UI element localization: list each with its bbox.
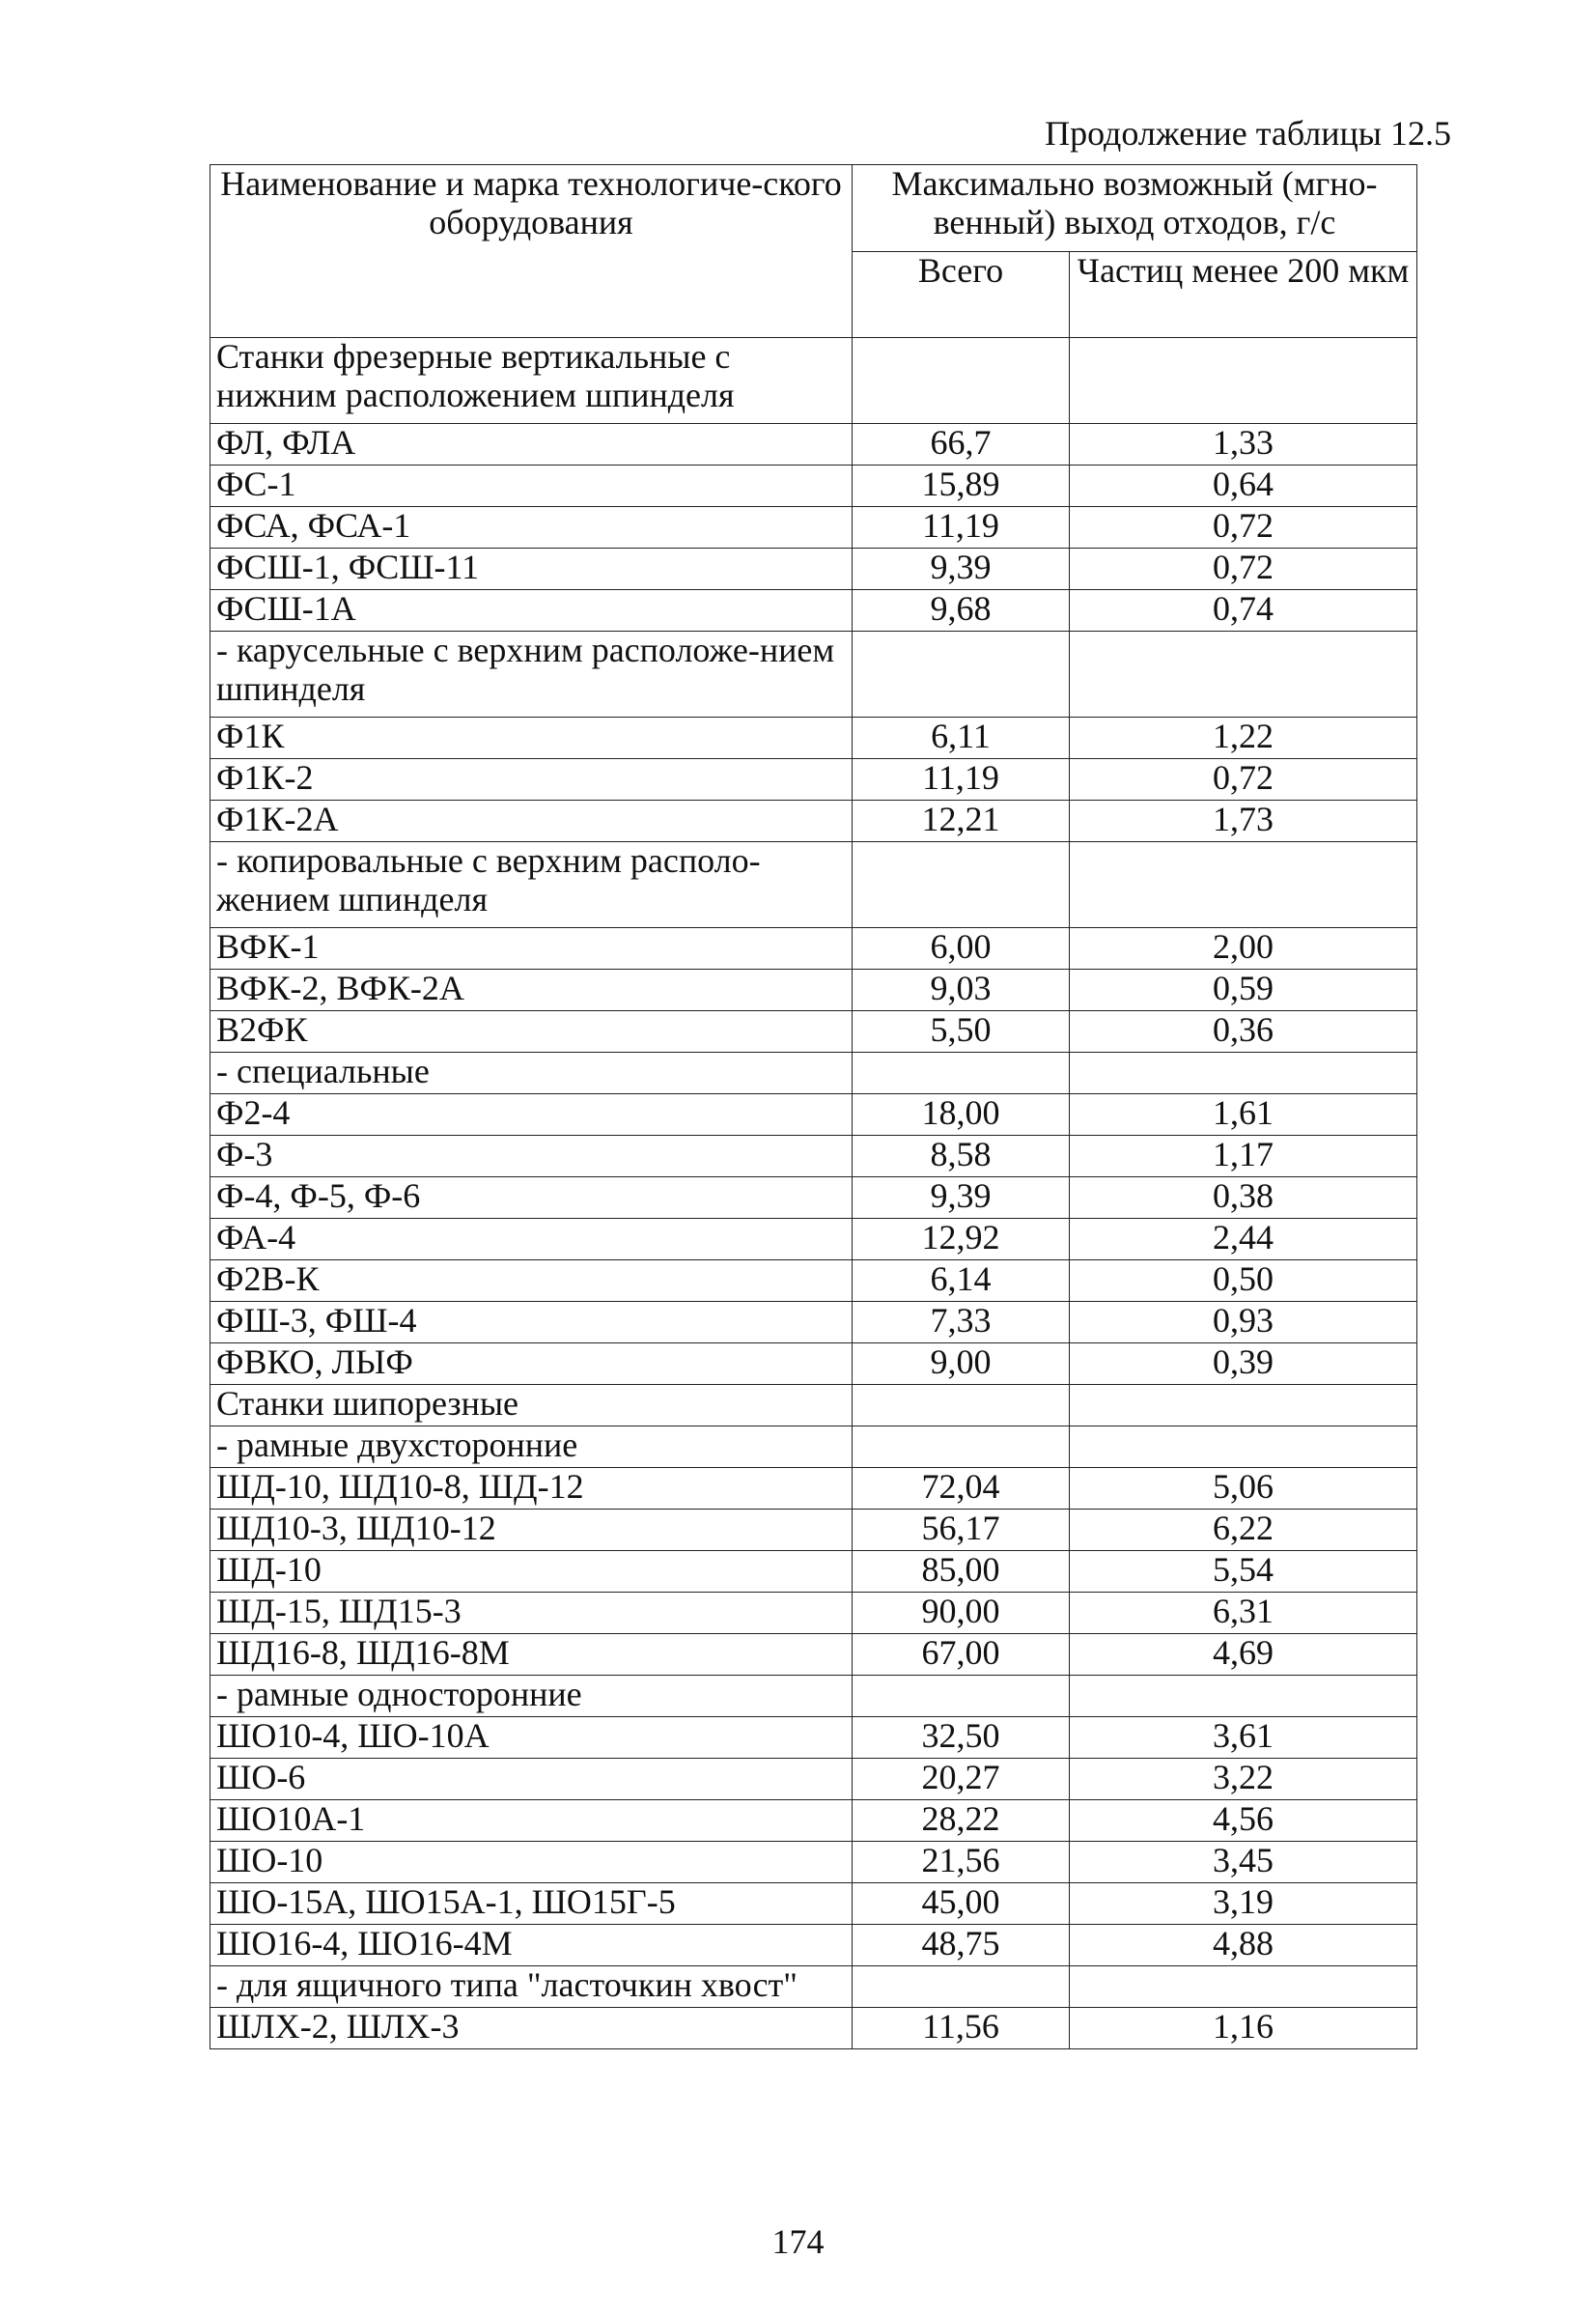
equipment-model: ФСШ-1, ФСШ-11 xyxy=(210,549,853,590)
equipment-model: ВФК-2, ВФК-2А xyxy=(210,970,853,1011)
total-output-value: 9,00 xyxy=(853,1343,1070,1385)
total-output-value xyxy=(853,338,1070,424)
table-row xyxy=(210,1094,1417,1136)
total-output-value: 11,19 xyxy=(853,507,1070,549)
table-row xyxy=(210,1883,1417,1925)
total-output-value: 6,14 xyxy=(853,1260,1070,1302)
total-output-value: 21,56 xyxy=(853,1842,1070,1883)
total-output-value: 45,00 xyxy=(853,1883,1070,1925)
total-output-value xyxy=(853,842,1070,928)
total-output-value: 7,33 xyxy=(853,1302,1070,1343)
total-output-value xyxy=(853,632,1070,718)
table-row xyxy=(210,1925,1417,1966)
table-row xyxy=(210,1177,1417,1219)
table-row xyxy=(210,1842,1417,1883)
table-row xyxy=(210,1634,1417,1676)
table-row xyxy=(210,1385,1417,1426)
particles-output-value xyxy=(1070,842,1417,928)
particles-output-value: 4,69 xyxy=(1070,1634,1417,1676)
particles-output-value: 3,19 xyxy=(1070,1883,1417,1925)
equipment-model: ШО-10 xyxy=(210,1842,853,1883)
total-output-value: 8,58 xyxy=(853,1136,1070,1177)
table-row xyxy=(210,466,1417,507)
particles-output-value xyxy=(1070,1385,1417,1426)
table-row xyxy=(210,424,1417,466)
particles-output-value: 2,00 xyxy=(1070,928,1417,970)
header-particles: Частиц менее 200 мкм xyxy=(1070,251,1417,338)
table-row xyxy=(210,1510,1417,1551)
total-output-value: 9,39 xyxy=(853,549,1070,590)
total-output-value xyxy=(853,1676,1070,1717)
table-row xyxy=(210,1551,1417,1593)
equipment-model: ФСШ-1А xyxy=(210,590,853,632)
equipment-model: ШД-10 xyxy=(210,1551,853,1593)
particles-output-value: 1,33 xyxy=(1070,424,1417,466)
total-output-value: 9,39 xyxy=(853,1177,1070,1219)
table-caption: Продолжение таблицы 12.5 xyxy=(1045,114,1451,153)
table-row xyxy=(210,338,1417,424)
table-row xyxy=(210,1260,1417,1302)
equipment-model: ФС-1 xyxy=(210,466,853,507)
equipment-group: - рамные двухсторонние xyxy=(210,1426,853,1468)
particles-output-value: 3,45 xyxy=(1070,1842,1417,1883)
particles-output-value: 1,73 xyxy=(1070,801,1417,842)
table-row xyxy=(210,801,1417,842)
table-row xyxy=(210,1053,1417,1094)
equipment-model: Ф2В-К xyxy=(210,1260,853,1302)
particles-output-value: 3,61 xyxy=(1070,1717,1417,1759)
particles-output-value: 2,44 xyxy=(1070,1219,1417,1260)
particles-output-value: 0,74 xyxy=(1070,590,1417,632)
total-output-value: 66,7 xyxy=(853,424,1070,466)
particles-output-value: 0,59 xyxy=(1070,970,1417,1011)
total-output-value: 56,17 xyxy=(853,1510,1070,1551)
equipment-group: Станки фрезерные вертикальные с нижним расположением шпинделя xyxy=(210,338,853,424)
table-row xyxy=(210,1343,1417,1385)
total-output-value: 28,22 xyxy=(853,1800,1070,1842)
table-row xyxy=(210,1426,1417,1468)
particles-output-value: 0,72 xyxy=(1070,759,1417,801)
particles-output-value xyxy=(1070,1053,1417,1094)
table-row xyxy=(210,1800,1417,1842)
equipment-model: ВФК-1 xyxy=(210,928,853,970)
table-row xyxy=(210,759,1417,801)
table-row xyxy=(210,718,1417,759)
particles-output-value xyxy=(1070,1966,1417,2008)
equipment-model: ШО16-4, ШО16-4М xyxy=(210,1925,853,1966)
particles-output-value: 5,54 xyxy=(1070,1551,1417,1593)
total-output-value: 11,19 xyxy=(853,759,1070,801)
total-output-value: 32,50 xyxy=(853,1717,1070,1759)
equipment-model: ШД-15, ШД15-3 xyxy=(210,1593,853,1634)
equipment-model: ФШ-3, ФШ-4 xyxy=(210,1302,853,1343)
equipment-model: ШЛХ-2, ШЛХ-3 xyxy=(210,2008,853,2049)
equipment-model: Ф1К xyxy=(210,718,853,759)
equipment-model: Ф-4, Ф-5, Ф-6 xyxy=(210,1177,853,1219)
particles-output-value xyxy=(1070,1426,1417,1468)
equipment-model: Ф1К-2А xyxy=(210,801,853,842)
equipment-model: ШД10-3, ШД10-12 xyxy=(210,1510,853,1551)
equipment-model: ШД-10, ШД10-8, ШД-12 xyxy=(210,1468,853,1510)
particles-output-value: 0,93 xyxy=(1070,1302,1417,1343)
particles-output-value: 0,72 xyxy=(1070,507,1417,549)
table-row xyxy=(210,1468,1417,1510)
total-output-value xyxy=(853,1053,1070,1094)
total-output-value: 85,00 xyxy=(853,1551,1070,1593)
equipment-group: - специальные xyxy=(210,1053,853,1094)
equipment-model: ФА-4 xyxy=(210,1219,853,1260)
particles-output-value: 1,17 xyxy=(1070,1136,1417,1177)
particles-output-value: 6,22 xyxy=(1070,1510,1417,1551)
total-output-value: 12,92 xyxy=(853,1219,1070,1260)
total-output-value: 20,27 xyxy=(853,1759,1070,1800)
table-row xyxy=(210,1717,1417,1759)
particles-output-value: 4,56 xyxy=(1070,1800,1417,1842)
particles-output-value: 0,72 xyxy=(1070,549,1417,590)
table-row xyxy=(210,1593,1417,1634)
particles-output-value: 4,88 xyxy=(1070,1925,1417,1966)
total-output-value: 6,00 xyxy=(853,928,1070,970)
header-equipment-name: Наименование и марка технологиче-ского оборудования xyxy=(210,165,853,338)
total-output-value xyxy=(853,1385,1070,1426)
total-output-value: 72,04 xyxy=(853,1468,1070,1510)
header-total: Всего xyxy=(853,251,1070,338)
particles-output-value: 1,16 xyxy=(1070,2008,1417,2049)
total-output-value: 12,21 xyxy=(853,801,1070,842)
equipment-model: ФЛ, ФЛА xyxy=(210,424,853,466)
equipment-model: ШО10А-1 xyxy=(210,1800,853,1842)
particles-output-value: 0,38 xyxy=(1070,1177,1417,1219)
equipment-model: Ф-3 xyxy=(210,1136,853,1177)
particles-output-value: 0,50 xyxy=(1070,1260,1417,1302)
table-row xyxy=(210,970,1417,1011)
particles-output-value: 3,22 xyxy=(1070,1759,1417,1800)
equipment-model: ШО10-4, ШО-10А xyxy=(210,1717,853,1759)
table-row xyxy=(210,1219,1417,1260)
table-row xyxy=(210,1136,1417,1177)
total-output-value: 9,68 xyxy=(853,590,1070,632)
particles-output-value xyxy=(1070,1676,1417,1717)
table-row xyxy=(210,1011,1417,1053)
equipment-group: Станки шипорезные xyxy=(210,1385,853,1426)
table-row xyxy=(210,842,1417,928)
table-row xyxy=(210,590,1417,632)
equipment-model: Ф2-4 xyxy=(210,1094,853,1136)
total-output-value: 18,00 xyxy=(853,1094,1070,1136)
table-row xyxy=(210,632,1417,718)
total-output-value: 11,56 xyxy=(853,2008,1070,2049)
equipment-model: ШО-6 xyxy=(210,1759,853,1800)
equipment-group: - для ящичного типа "ласточкин хвост" xyxy=(210,1966,853,2008)
particles-output-value xyxy=(1070,632,1417,718)
total-output-value: 5,50 xyxy=(853,1011,1070,1053)
total-output-value: 90,00 xyxy=(853,1593,1070,1634)
table-row xyxy=(210,1302,1417,1343)
particles-output-value: 1,61 xyxy=(1070,1094,1417,1136)
table-body xyxy=(210,338,1417,2049)
equipment-model: ШО-15А, ШО15А-1, ШО15Г-5 xyxy=(210,1883,853,1925)
table-row xyxy=(210,1676,1417,1717)
equipment-group: - карусельные с верхним расположе-нием шпинделя xyxy=(210,632,853,718)
equipment-group: - копировальные с верхним располо-жением шпинделя xyxy=(210,842,853,928)
table-row xyxy=(210,1759,1417,1800)
equipment-model: Ф1К-2 xyxy=(210,759,853,801)
table-row xyxy=(210,928,1417,970)
total-output-value: 67,00 xyxy=(853,1634,1070,1676)
particles-output-value: 6,31 xyxy=(1070,1593,1417,1634)
equipment-model: ШД16-8, ШД16-8М xyxy=(210,1634,853,1676)
total-output-value: 48,75 xyxy=(853,1925,1070,1966)
table-row xyxy=(210,549,1417,590)
particles-output-value: 0,36 xyxy=(1070,1011,1417,1053)
total-output-value: 15,89 xyxy=(853,466,1070,507)
equipment-model: ФСА, ФСА-1 xyxy=(210,507,853,549)
emissions-table xyxy=(210,164,1417,2049)
total-output-value: 6,11 xyxy=(853,718,1070,759)
particles-output-value: 1,22 xyxy=(1070,718,1417,759)
table-row xyxy=(210,2008,1417,2049)
equipment-model: ФВКО, ЛЫФ xyxy=(210,1343,853,1385)
total-output-value: 9,03 xyxy=(853,970,1070,1011)
equipment-model: В2ФК xyxy=(210,1011,853,1053)
particles-output-value xyxy=(1070,338,1417,424)
total-output-value xyxy=(853,1426,1070,1468)
equipment-group: - рамные односторонние xyxy=(210,1676,853,1717)
table-row xyxy=(210,507,1417,549)
header-max-output: Максимально возможный (мгно-венный) выход отходов, г/с xyxy=(853,165,1417,252)
table-row xyxy=(210,1966,1417,2008)
particles-output-value: 0,39 xyxy=(1070,1343,1417,1385)
page-number: 174 xyxy=(771,2222,825,2261)
particles-output-value: 0,64 xyxy=(1070,466,1417,507)
particles-output-value: 5,06 xyxy=(1070,1468,1417,1510)
total-output-value xyxy=(853,1966,1070,2008)
